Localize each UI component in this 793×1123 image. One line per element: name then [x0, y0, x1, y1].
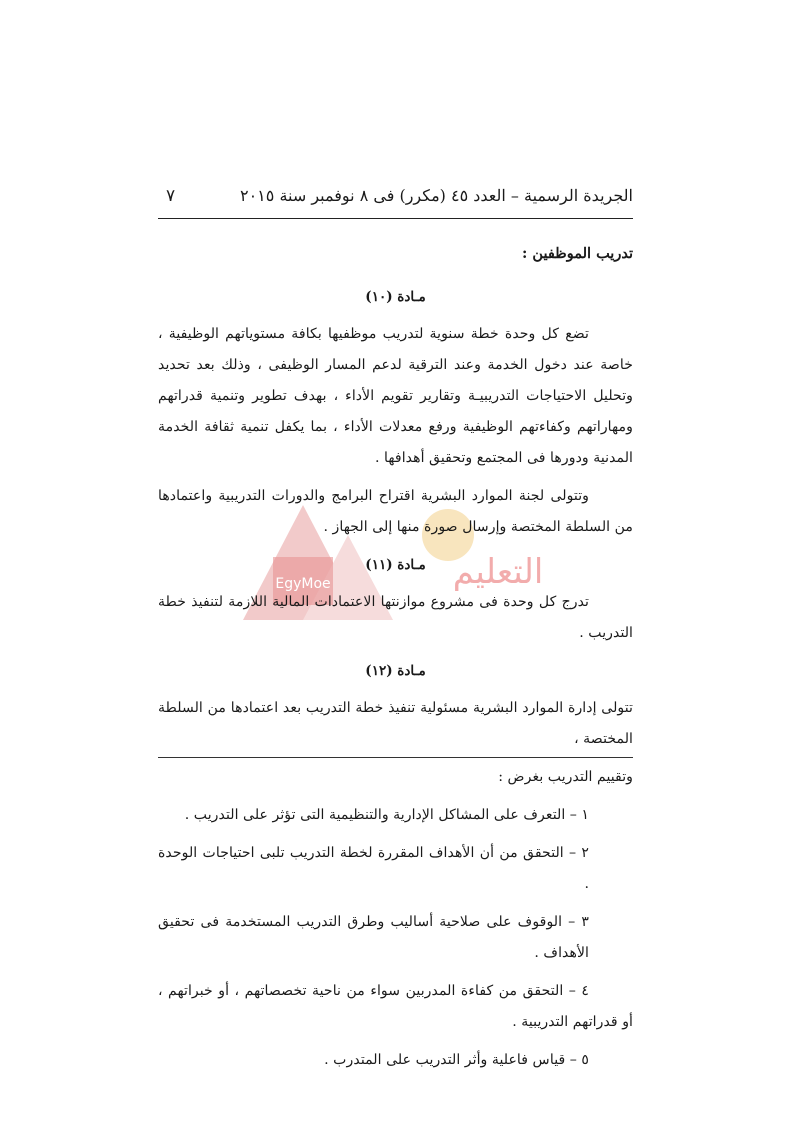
article-11-paragraph-1: تدرج كل وحدة فى مشروع موازنتها الاعتمادات المالية اللازمة لتنفيذ خطة التدريب . [158, 594, 633, 641]
list-item: ٥ – قياس فاعلية وأثر التدريب على المتدرب . [324, 1052, 589, 1068]
document-body [158, 238, 633, 1083]
watermark-right-text: التعليم [452, 552, 544, 592]
list-item: ١ – التعرف على المشاكل الإدارية والتنظيمية التى تؤثر على التدريب . [184, 807, 589, 823]
list-item: ٢ – التحقق من أن الأهداف المقررة لخطة التدريب تلبى احتياجات الوحدة . [158, 845, 589, 892]
watermark-left-text: EgyMoe [275, 576, 331, 592]
article-12-underlined-text: تتولى إدارة الموارد البشرية مسئولية تنفيذ خطة التدريب بعد اعتمادها من السلطة المختصة ، [158, 693, 633, 758]
gazette-title: الجريدة الرسمية – العدد ٤٥ (مكرر) فى ٨ نوفمبر سنة ٢٠١٥ [239, 186, 633, 205]
list-item: ٣ – الوقوف على صلاحية أساليب وطرق التدريب المستخدمة فى تحقيق الأهداف . [158, 914, 589, 961]
article-10-paragraph-2: وتتولى لجنة الموارد البشرية اقتراح البرامج والدورات التدريبية واعتمادها من السلطة المختصة وإرسال صورة منها إلى الجهاز . [158, 488, 633, 535]
article-12-paragraph-line-1 [158, 693, 633, 758]
article-10-heading: مـادة (١٠) [365, 289, 426, 305]
article-12-heading: مـادة (١٢) [365, 663, 426, 679]
section-title: تدريب الموظفين : [522, 245, 633, 262]
article-10-paragraph-1: تضع كل وحدة خطة سنوية لتدريب موظفيها بكافة مستوياتهم الوظيفية ، خاصة عند دخول الخدمة وعند الترقية لدعم المسار الوظيفى ، وذلك بعد تحديد وتحليل الاحتياجات التدريبيـة وتقارير تقويم الأداء ، بهدف تطوير وتنمية قدراتهم ومهاراتهم وكفاءتهم الوظيفية ورفع معدلات الأداء ، بما يكفل تنمية ثقافة الخدمة المدنية ودورها فى المجتمع وتحقيق أهدافها . [158, 326, 633, 466]
page-header [158, 178, 633, 219]
page-number: ٧ [166, 186, 176, 206]
list-item: ٤ – التحقق من كفاءة المدربين سواء من ناحية تخصصاتهم ، أو خبراتهم ، أو قدراتهم التدريبية . [158, 983, 633, 1030]
article-11-heading: مـادة (١١) [365, 557, 426, 573]
article-12-paragraph-line-2: وتقييم التدريب بغرض : [498, 769, 633, 785]
